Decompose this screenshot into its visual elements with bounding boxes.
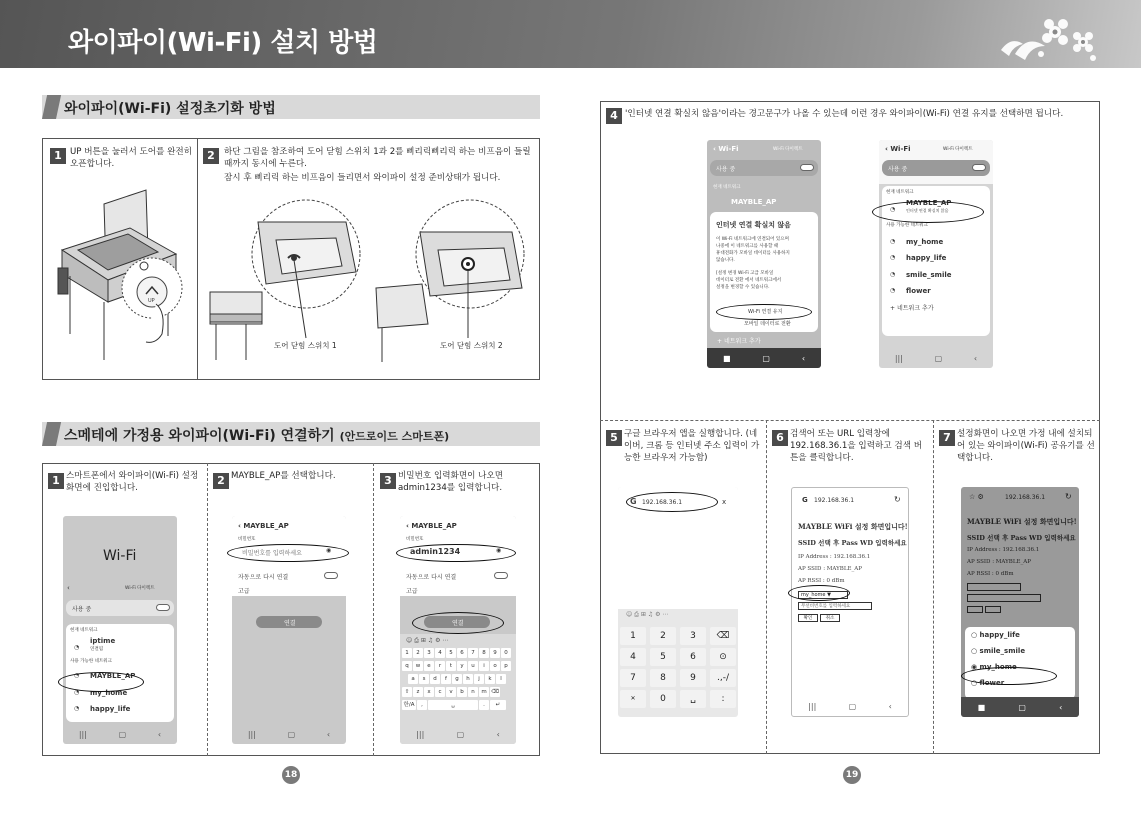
highlight-ssid-select bbox=[788, 585, 850, 601]
back-arrow-icon[interactable]: ‹ bbox=[67, 584, 70, 592]
step7-text: 설정화면이 나오면 가정 내에 설치되어 있는 와이파이(Wi-Fi) 공유기를 선택합니다. bbox=[957, 429, 1095, 463]
reset-step2-line1: 하단 그림을 참조하여 도어 닫힘 스위치 1과 2를 삐리릭삐리릭 하는 비프음이 들릴 때까지 동시에 누른다. bbox=[224, 147, 531, 169]
net-my-home[interactable]: my_home bbox=[90, 689, 128, 697]
key[interactable]: x bbox=[424, 687, 434, 697]
net-mayble-ap[interactable]: MAYBLE_AP bbox=[731, 198, 777, 206]
right-panel-divider2 bbox=[933, 420, 934, 754]
section-reset-bar bbox=[42, 95, 540, 119]
connect-button[interactable] bbox=[256, 616, 322, 628]
key[interactable]: n bbox=[468, 687, 478, 697]
wifi-signal-icon: ◔ bbox=[74, 672, 80, 679]
list-header: ‹ Wi-Fi bbox=[885, 145, 911, 153]
wifi-on-label: 사용 중 bbox=[72, 606, 92, 613]
android-nav-bar bbox=[400, 724, 516, 744]
wifi-direct-link[interactable]: Wi-Fi 다이렉트 bbox=[943, 147, 973, 152]
back-icon[interactable]: ‹ bbox=[326, 729, 331, 739]
picker-row[interactable]: ○ smile_smile bbox=[971, 647, 1026, 655]
pw-header-text: MAYBLE_AP bbox=[243, 522, 289, 530]
net-happy-life[interactable]: happy_life bbox=[90, 705, 131, 713]
pw-label: 비밀번호 bbox=[238, 537, 256, 542]
connect-step2-number: 2 bbox=[213, 473, 229, 489]
key[interactable]: 3 bbox=[424, 648, 434, 658]
advanced-label[interactable]: 고급 bbox=[406, 588, 418, 595]
key[interactable]: 1 bbox=[402, 648, 412, 658]
net-mayble-status: 인터넷 연결 확실치 않음 bbox=[906, 208, 949, 213]
web-rssi: AP RSSI : 0 dBm bbox=[967, 571, 1014, 577]
wifi-on-label: 사용 중 bbox=[716, 166, 736, 173]
auto-reconnect-toggle[interactable] bbox=[494, 572, 508, 579]
door-switch1-caption: 도어 닫힘 스위치 1 bbox=[274, 341, 337, 350]
add-network-row[interactable]: + 네트워크 추가 bbox=[890, 305, 934, 312]
numpad-key[interactable]: 6 bbox=[680, 648, 706, 666]
pw2-header-text: MAYBLE_AP bbox=[411, 522, 457, 530]
key[interactable]: q bbox=[402, 661, 412, 671]
step4-number: 4 bbox=[606, 108, 622, 124]
advanced-label[interactable]: 고급 bbox=[238, 588, 250, 595]
step6-text: 검색어 또는 URL 입력창에 192.168.36.1을 입력하고 검색 버튼을 클릭합니다. bbox=[790, 429, 923, 463]
browser-address-bar bbox=[798, 494, 904, 508]
recent-apps-icon[interactable]: ||| bbox=[808, 701, 817, 711]
net-list-item[interactable]: smile_smile bbox=[906, 271, 952, 279]
key[interactable]: p bbox=[501, 661, 511, 671]
key[interactable]: d bbox=[430, 674, 440, 684]
network-picker bbox=[965, 627, 1075, 699]
close-icon[interactable]: x bbox=[722, 498, 727, 506]
numpad-key[interactable]: 0 bbox=[650, 690, 676, 708]
recent-apps-icon[interactable]: ■ bbox=[722, 353, 731, 363]
back-icon[interactable]: ‹ bbox=[801, 353, 806, 363]
key[interactable]: 9 bbox=[490, 648, 500, 658]
available-networks-label: 사용 가능한 네트워크 bbox=[886, 223, 928, 228]
back-icon[interactable]: ‹ bbox=[888, 701, 892, 711]
key[interactable]: 7 bbox=[468, 648, 478, 658]
home-icon[interactable]: ▢ bbox=[1018, 702, 1026, 712]
net-mayble-ap[interactable]: MAYBLE_AP bbox=[90, 672, 136, 680]
picker-label: flower bbox=[979, 679, 1005, 687]
step5-number: 5 bbox=[606, 430, 622, 446]
recent-apps-icon[interactable]: ||| bbox=[247, 729, 256, 739]
page-title: 와이파이(Wi-Fi) 설치 방법 bbox=[68, 28, 378, 58]
space-key[interactable]: ␣ bbox=[428, 700, 478, 710]
section-reset-title: 와이파이(Wi-Fi) 설정초기화 방법 bbox=[64, 101, 276, 117]
reset-panel-divider bbox=[197, 138, 198, 380]
warn-header-text: Wi-Fi bbox=[718, 145, 739, 153]
wifi-signal-icon: ◔ bbox=[74, 689, 80, 696]
wifi-toggle[interactable] bbox=[972, 164, 986, 171]
back-icon[interactable]: ‹ bbox=[157, 729, 162, 739]
key[interactable]: 8 bbox=[479, 648, 489, 658]
numpad-key[interactable]: 5 bbox=[650, 648, 676, 666]
eye-icon[interactable]: ◉ bbox=[496, 547, 502, 554]
key[interactable]: 6 bbox=[457, 648, 467, 658]
ssid-select[interactable] bbox=[967, 583, 1021, 591]
picker-row[interactable]: ◉ my_home bbox=[971, 663, 1017, 671]
dialog-body: 설정을 변경할 수 있습니다. bbox=[716, 285, 770, 290]
space-key[interactable]: ␣ bbox=[680, 690, 706, 708]
recent-apps-icon[interactable]: ||| bbox=[78, 729, 87, 739]
kb-row-bottom bbox=[402, 700, 514, 710]
phone-browser-url bbox=[618, 487, 738, 717]
dialog-body: 않습니다. bbox=[716, 258, 735, 263]
lang-key[interactable]: ✕ bbox=[620, 690, 646, 708]
kb-row-numbers bbox=[402, 648, 514, 658]
android-nav-bar bbox=[232, 724, 346, 744]
pw-input[interactable]: 비밀번호를 입력하세요 bbox=[242, 550, 302, 557]
web-pw-input[interactable] bbox=[967, 594, 1041, 602]
warn-header: ‹ Wi-Fi bbox=[713, 145, 739, 153]
list-header-text: Wi-Fi bbox=[890, 145, 911, 153]
web-ok-button[interactable] bbox=[967, 606, 983, 613]
add-network-label: 네트워크 추가 bbox=[723, 338, 761, 345]
home-star-icon[interactable]: ☆ ⚙ bbox=[969, 493, 984, 501]
key[interactable]: b bbox=[457, 687, 467, 697]
connect-divider2 bbox=[373, 463, 374, 756]
connect-divider1 bbox=[207, 463, 208, 756]
section-connect-bar bbox=[42, 422, 540, 446]
phone-web-settings bbox=[791, 487, 909, 717]
net-list-item[interactable]: my_home bbox=[906, 238, 944, 246]
page-header bbox=[0, 0, 1141, 68]
address-url[interactable]: 192.168.36.1 bbox=[814, 497, 855, 504]
wifi-direct-link[interactable]: Wi-Fi 다이렉트 bbox=[773, 147, 803, 152]
period-key[interactable]: . bbox=[479, 700, 489, 710]
keyboard-toolbar: ☺ ⎙ ⊞ ♫ ⚙ ⋯ bbox=[406, 637, 449, 644]
wifi-signal-icon: ◔ bbox=[890, 206, 896, 213]
numpad-key[interactable]: 4 bbox=[620, 648, 646, 666]
web-ok-button[interactable]: 확인 bbox=[798, 614, 818, 622]
section-accent bbox=[42, 422, 61, 446]
wifi-signal-icon: ◔ bbox=[74, 705, 80, 712]
up-button-label: UP bbox=[148, 298, 155, 304]
key[interactable]: 2 bbox=[413, 648, 423, 658]
picker-label: happy_life bbox=[979, 631, 1020, 639]
net-iptime-status: 연결됨 bbox=[90, 647, 104, 652]
dialog-body: 데이터로 전환 에서 네트워크에서 bbox=[716, 278, 782, 283]
wifi-signal-icon: ◔ bbox=[890, 238, 896, 245]
android-nav-bar bbox=[792, 696, 908, 716]
section-connect-subtitle: (안드로이드 스마트폰) bbox=[339, 430, 450, 443]
dialog-body: 나중에 이 네트워크를 사용할 때 bbox=[716, 244, 779, 249]
web-ssid: AP SSID : MAYBLE_AP bbox=[798, 566, 862, 572]
url-input[interactable]: 192.168.36.1 bbox=[642, 499, 683, 506]
section-accent bbox=[42, 95, 61, 119]
key[interactable]: y bbox=[457, 661, 467, 671]
pw2-header: ‹ MAYBLE_AP bbox=[406, 522, 457, 530]
connect-step2-text: MAYBLE_AP를 선택합니다. bbox=[231, 471, 336, 481]
web-ssid: AP SSID : MAYBLE_AP bbox=[967, 559, 1031, 565]
picker-label: smile_smile bbox=[979, 647, 1026, 655]
backspace-key-icon[interactable]: ⌫ bbox=[710, 627, 736, 645]
key[interactable]: i bbox=[479, 661, 489, 671]
flower-decoration-icon bbox=[993, 10, 1103, 66]
section-connect-title-text: 스메테에 가정용 와이파이(Wi-Fi) 연결하기 bbox=[64, 428, 335, 444]
web-pw-input[interactable]: 무선비번호를 입력하세요 bbox=[798, 602, 872, 610]
wifi-on-row[interactable] bbox=[66, 600, 174, 616]
keyboard-toolbar: ☺ ⎙ ⊞ ♫ ⚙ ⋯ bbox=[626, 611, 669, 618]
reset-step1-number: 1 bbox=[50, 148, 66, 164]
current-network-label: 현재 네트워크 bbox=[886, 190, 914, 195]
numpad-key[interactable]: 3 bbox=[680, 627, 706, 645]
wifi-on-label: 사용 중 bbox=[888, 166, 908, 173]
search-key-icon[interactable]: ⊙ bbox=[710, 648, 736, 666]
net-iptime[interactable]: iptime bbox=[90, 637, 116, 645]
key[interactable]: v bbox=[446, 687, 456, 697]
key[interactable]: 0 bbox=[501, 648, 511, 658]
door-switch2-caption: 도어 닫힘 스위치 2 bbox=[440, 341, 503, 350]
pw-header: ‹ MAYBLE_AP bbox=[238, 522, 289, 530]
key[interactable]: s bbox=[419, 674, 429, 684]
step5-text: 구글 브라우저 앱을 실행합니다. (네이버, 크롬 등 인터넷 주소 입력이 가능한 브라우저 가능함) bbox=[624, 429, 760, 463]
picker-row[interactable]: ○ flower bbox=[971, 679, 1005, 687]
available-networks-label: 사용 가능한 네트워크 bbox=[70, 659, 112, 664]
highlight-keep-wifi bbox=[716, 304, 812, 320]
key[interactable]: l bbox=[496, 674, 506, 684]
key[interactable]: w bbox=[413, 661, 423, 671]
keep-wifi-button[interactable]: Wi-Fi 연결 유지 bbox=[748, 309, 783, 315]
connect-step3-text: 비밀번호 입력화면이 나오면 admin1234를 입력합니다. bbox=[398, 471, 504, 493]
home-icon[interactable]: ▢ bbox=[287, 729, 296, 739]
add-network-row[interactable]: + 네트워크 추가 bbox=[717, 338, 761, 345]
highlight-my-home bbox=[961, 667, 1057, 685]
net-list-item[interactable]: happy_life bbox=[906, 254, 947, 262]
picker-label: my_home bbox=[979, 663, 1017, 671]
current-network-label: 현재 네트워크 bbox=[713, 185, 741, 190]
key[interactable]: e bbox=[424, 661, 434, 671]
auto-reconnect-label: 자동으로 다시 연결 bbox=[406, 574, 457, 581]
wifi-signal-icon: ◔ bbox=[74, 644, 80, 651]
android-nav-bar bbox=[961, 697, 1079, 717]
product-open-illustration bbox=[48, 184, 193, 376]
android-nav-bar bbox=[879, 348, 993, 368]
numpad-key[interactable]: 8 bbox=[650, 669, 676, 687]
google-icon: G bbox=[802, 496, 808, 504]
android-nav-bar bbox=[63, 724, 177, 744]
backspace-key-icon[interactable]: ⌫ bbox=[491, 689, 499, 695]
connect-button-label: 연결 bbox=[452, 620, 464, 627]
wifi-on-row[interactable] bbox=[710, 160, 818, 176]
highlight-connect-button bbox=[412, 612, 504, 634]
step7-number: 7 bbox=[939, 430, 955, 446]
web-rssi: AP RSSI : 0 dBm bbox=[798, 578, 845, 584]
highlight-url bbox=[626, 492, 718, 512]
wifi-toggle[interactable] bbox=[156, 604, 170, 611]
web-subtitle: SSID 선택 후 Pass WD 입력하세요 bbox=[967, 534, 1076, 542]
numpad-key[interactable]: 9 bbox=[680, 669, 706, 687]
wifi-big-title: Wi-Fi bbox=[103, 548, 137, 564]
back-icon[interactable]: ‹ bbox=[1059, 702, 1063, 712]
symbols-key[interactable]: .,-/ bbox=[710, 669, 736, 687]
auto-reconnect-toggle[interactable] bbox=[324, 572, 338, 579]
home-icon[interactable]: ▢ bbox=[762, 353, 770, 363]
right-panel-divider1 bbox=[766, 420, 767, 754]
wifi-toggle[interactable] bbox=[800, 164, 814, 171]
back-icon[interactable]: ‹ bbox=[973, 353, 978, 363]
ssid-select[interactable]: my_home ▼ bbox=[798, 591, 848, 599]
enter-key-icon[interactable]: ↵ bbox=[490, 700, 506, 710]
connect-step1-text: 스마트폰에서 와이파이(Wi-Fi) 설정화면에 진입합니다. bbox=[66, 471, 199, 493]
web-title: MAYBLE WiFi 설정 화면입니다! bbox=[798, 522, 908, 531]
web-ip: IP Address : 192.168.36.1 bbox=[967, 547, 1040, 553]
home-icon[interactable]: ▢ bbox=[934, 353, 943, 363]
eye-icon[interactable]: ◉ bbox=[326, 547, 332, 554]
recent-apps-icon[interactable]: ||| bbox=[894, 353, 903, 363]
lang-key[interactable]: 한/A bbox=[403, 702, 415, 708]
step6-number: 6 bbox=[772, 430, 788, 446]
key[interactable]: h bbox=[463, 674, 473, 684]
key[interactable]: f bbox=[441, 674, 451, 684]
key[interactable]: j bbox=[474, 674, 484, 684]
key[interactable]: g bbox=[452, 674, 462, 684]
key[interactable]: c bbox=[435, 687, 445, 697]
switch-mobile-button[interactable]: 모바일 데이터로 전환 bbox=[744, 321, 791, 327]
list-top bbox=[879, 140, 993, 184]
wifi-on-row[interactable] bbox=[882, 160, 990, 176]
home-icon[interactable]: ▢ bbox=[456, 729, 465, 739]
net-list-item[interactable]: flower bbox=[906, 287, 931, 295]
connect-button-label: 연결 bbox=[284, 620, 296, 627]
highlight-mayble bbox=[58, 672, 144, 692]
phone-wifi-settings bbox=[63, 516, 177, 744]
step4-text: '인터넷 연결 확실치 않음'이라는 경고문구가 나올 수 있는데 이런 경우 와이파이(Wi-Fi) 연결 유지를 선택하면 됩니다. bbox=[625, 109, 1064, 119]
highlight-mayble-list bbox=[872, 201, 984, 223]
shift-key-icon[interactable]: ⇧ bbox=[402, 687, 412, 697]
web-subtitle: SSID 선택 후 Pass WD 입력하세요 bbox=[798, 539, 907, 547]
picker-row[interactable]: ○ happy_life bbox=[971, 631, 1020, 639]
key[interactable]: u bbox=[468, 661, 478, 671]
connect-step1-number: 1 bbox=[48, 473, 64, 489]
web-cancel-button[interactable] bbox=[985, 606, 1001, 613]
connect-step3-number: 3 bbox=[380, 473, 396, 489]
page-number-right: 19 bbox=[843, 766, 861, 784]
key[interactable]: 4 bbox=[435, 648, 445, 658]
dialog-body: 이 Wi-Fi 네트워크에 연결되어 있으며 bbox=[716, 237, 789, 242]
recent-apps-icon[interactable]: ||| bbox=[416, 729, 425, 739]
reset-step1-text: UP 버튼을 눌러서 도어를 완전히 오픈합니다. bbox=[70, 147, 193, 169]
web-ip: IP Address : 192.168.36.1 bbox=[798, 554, 871, 560]
reset-step2-number: 2 bbox=[203, 148, 219, 164]
net-mayble-ap[interactable]: MAYBLE_AP bbox=[906, 199, 952, 207]
kb-row-zxcv bbox=[402, 687, 514, 697]
current-network-label: 현재 네트워크 bbox=[70, 628, 98, 633]
page-number-left: 18 bbox=[282, 766, 300, 784]
section-connect-title bbox=[64, 425, 449, 445]
wifi-signal-icon: ◔ bbox=[890, 271, 896, 278]
dialog-body: [설정 변경 Wi-Fi 고급 모바일 bbox=[716, 271, 774, 276]
pw2-label: 비밀번호 bbox=[406, 537, 424, 542]
address-url[interactable]: 192.168.36.1 bbox=[1005, 494, 1046, 501]
colon-key[interactable]: : bbox=[710, 690, 736, 708]
key[interactable]: z bbox=[413, 687, 423, 697]
wifi-direct-link[interactable]: Wi-Fi 다이렉트 bbox=[125, 586, 155, 591]
back-icon[interactable]: ‹ bbox=[496, 729, 500, 739]
reset-step2-line2: 잠시 후 삐리릭 하는 비프음이 들리면서 와이파이 설정 준비상태가 됩니다. bbox=[224, 173, 501, 183]
kb-row-asdf bbox=[408, 674, 514, 684]
key[interactable]: t bbox=[446, 661, 456, 671]
highlight-pw-value bbox=[396, 544, 516, 562]
pw2-input[interactable]: admin1234 bbox=[410, 547, 461, 556]
right-panel-hdivider bbox=[600, 420, 1100, 421]
auto-reconnect-label: 자동으로 다시 연결 bbox=[238, 574, 289, 581]
wifi-signal-icon: ◔ bbox=[890, 254, 896, 261]
refresh-icon[interactable]: ↻ bbox=[894, 495, 901, 504]
home-icon[interactable]: ▢ bbox=[848, 701, 857, 711]
android-nav-bar bbox=[707, 348, 821, 368]
numpad-key[interactable]: 7 bbox=[620, 669, 646, 687]
web-cancel-button[interactable]: 취소 bbox=[820, 614, 840, 622]
kb-row-qwerty bbox=[402, 661, 514, 671]
key[interactable]: m bbox=[479, 687, 489, 697]
add-network-label: 네트워크 추가 bbox=[896, 305, 934, 312]
phone-wifi-list bbox=[879, 140, 993, 368]
key[interactable]: r bbox=[435, 661, 445, 671]
key[interactable]: a bbox=[408, 674, 418, 684]
key[interactable]: 5 bbox=[446, 648, 456, 658]
key[interactable]: k bbox=[485, 674, 495, 684]
key[interactable]: o bbox=[490, 661, 500, 671]
recent-apps-icon[interactable]: ■ bbox=[977, 702, 986, 712]
numpad-key[interactable]: 1 bbox=[620, 627, 646, 645]
phone-warning-dialog bbox=[707, 140, 821, 368]
keyboard bbox=[400, 634, 516, 726]
web-title: MAYBLE WiFi 설정 화면입니다! bbox=[967, 517, 1077, 526]
numpad-key[interactable]: 2 bbox=[650, 627, 676, 645]
highlight-pw-input bbox=[227, 544, 349, 562]
google-icon: G bbox=[630, 497, 637, 506]
dialog-title: 인터넷 연결 확실치 않음 bbox=[716, 221, 791, 229]
refresh-icon[interactable]: ↻ bbox=[1065, 492, 1072, 501]
home-icon[interactable]: ▢ bbox=[118, 729, 127, 739]
dialog-body: 휴대전화가 모바일 데이터를 사용하지 bbox=[716, 251, 790, 256]
comma-key[interactable]: , bbox=[417, 700, 427, 710]
wifi-signal-icon: ◔ bbox=[890, 287, 896, 294]
